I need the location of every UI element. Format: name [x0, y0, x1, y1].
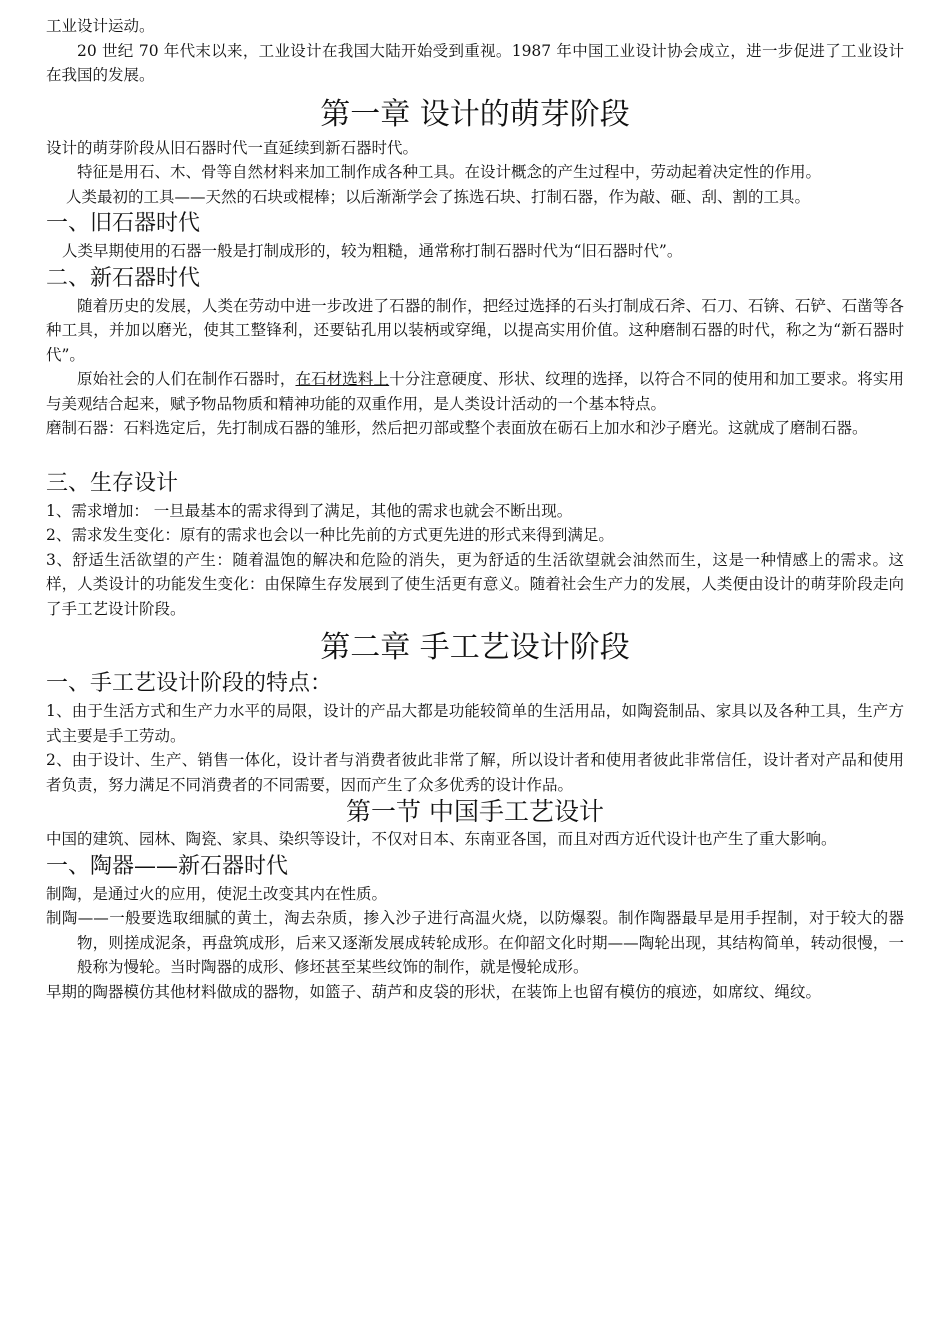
underlined-text: 在石材选料上 [295, 370, 390, 388]
section-heading: 一、手工艺设计阶段的特点： [46, 671, 333, 696]
document-page [46, 14, 904, 1004]
paragraph: 工业设计运动。 [46, 17, 155, 35]
paragraph: 人类早期使用的石器一般是打制成形的，较为粗糙，通常称打制石器时代为“旧石器时代”。 [62, 242, 683, 260]
paragraph: 设计的萌芽阶段从旧石器时代一直延续到新石器时代。 [46, 138, 419, 157]
paragraph: 制陶，是通过火的应用，使泥土改变其内在性质。 [46, 884, 388, 903]
text-run: 十分注意硬度、形状、纹理的选择，以符合不同的使用和加工要求。将实用与美观结合起来，赋予物品物质和精神功能的双重作用，是人类设计活动的一个基本特点。 [46, 370, 904, 413]
chapter-title: 第一章 设计的萌芽阶段 [320, 96, 630, 132]
list-item: 2、由于设计、生产、销售一体化，设计者与消费者彼此非常了解，所以设计者和使用者彼此非常信任，设计者对产品和使用者负责，努力满足不同消费者的不同需要，因而产生了众多优秀的设计作品。 [46, 751, 904, 794]
section-heading: 二、新石器时代 [46, 265, 201, 291]
paragraph: 早期的陶器模仿其他材料做成的器物，如篮子、葫芦和皮袋的形状，在装饰上也留有模仿的痕迹，如席纹、绳纹。 [46, 982, 822, 1001]
spacer [46, 441, 904, 467]
text-run: 原始社会的人们在制作石器时， [77, 370, 296, 388]
paragraph: 中国的建筑、园林、陶瓷、家具、染织等设计，不仅对日本、东南亚各国，而且对西方近代设计也产生了重大影响。 [46, 830, 837, 848]
section-heading: 一、旧石器时代 [46, 211, 201, 236]
paragraph: 人类最初的工具——天然的石块或棍棒；以后渐渐学会了拣选石块、打制石器，作为敲、砸、刮、割的工具。 [66, 187, 811, 206]
section-heading: 三、生存设计 [46, 470, 179, 496]
paragraph: 20 世纪 70 年代末以来，工业设计在我国大陆开始受到重视。1987 年中国工业设计协会成立，进一步促进了工业设计在我国的发展。 [46, 41, 904, 84]
subsection-title: 第一节 中国手工艺设计 [346, 797, 604, 826]
section-heading: 一、陶器——新石器时代 [46, 853, 289, 879]
list-item: 2、需求发生变化：原有的需求也会以一种比先前的方式更先进的形式来得到满足。 [46, 526, 614, 544]
list-item: 1、需求增加： 一旦最基本的需求得到了满足，其他的需求也就会不断出现。 [46, 501, 573, 520]
chapter-title: 第二章 手工艺设计阶段 [320, 630, 630, 665]
list-item: 3、舒适生活欲望的产生：随着温饱的解决和危险的消失，更为舒适的生活欲望就会油然而生，这是一种情感上的需求。这样，人类设计的功能发生变化：由保障生存发展到了使生活更有意义。随着社会生产力的发展，人类便由设计的萌芽阶段走向了手工艺设计阶段。 [46, 550, 904, 618]
paragraph: 制陶——一般要选取细腻的黄土，淘去杂质，掺入沙子进行高温火烧，以防爆裂。制作陶器最早是用手捏制，对于较大的器物，则搓成泥条，再盘筑成形，后来又逐渐发展成转轮成形。在仰韶文化时期——陶轮出现，其结构简单，转动很慢，一般称为慢轮。当时陶器的成形、修坯甚至某些纹饰的制作，就是慢轮成形。 [46, 909, 904, 976]
paragraph: 磨制石器：石料选定后，先打制成石器的雏形，然后把刃部或整个表面放在砺石上加水和沙子磨光。这就成了磨制石器。 [46, 419, 868, 437]
list-item: 1、由于生活方式和生产力水平的局限，设计的产品大都是功能较简单的生活用品，如陶瓷制品、家具以及各种工具，生产方式主要是手工劳动。 [46, 702, 904, 745]
paragraph: 随着历史的发展，人类在劳动中进一步改进了石器的制作，把经过选择的石头打制成石斧、石刀、石锛、石铲、石凿等各种工具，并加以磨光，使其工整锋利，还要钻孔用以装柄或穿绳，以提高实用价值。这种磨制石器的时代，称之为“新石器时代”。 [46, 296, 904, 364]
paragraph: 特征是用石、木、骨等自然材料来加工制作成各种工具。在设计概念的产生过程中，劳动起着决定性的作用。 [77, 163, 822, 181]
paragraph [46, 367, 904, 416]
